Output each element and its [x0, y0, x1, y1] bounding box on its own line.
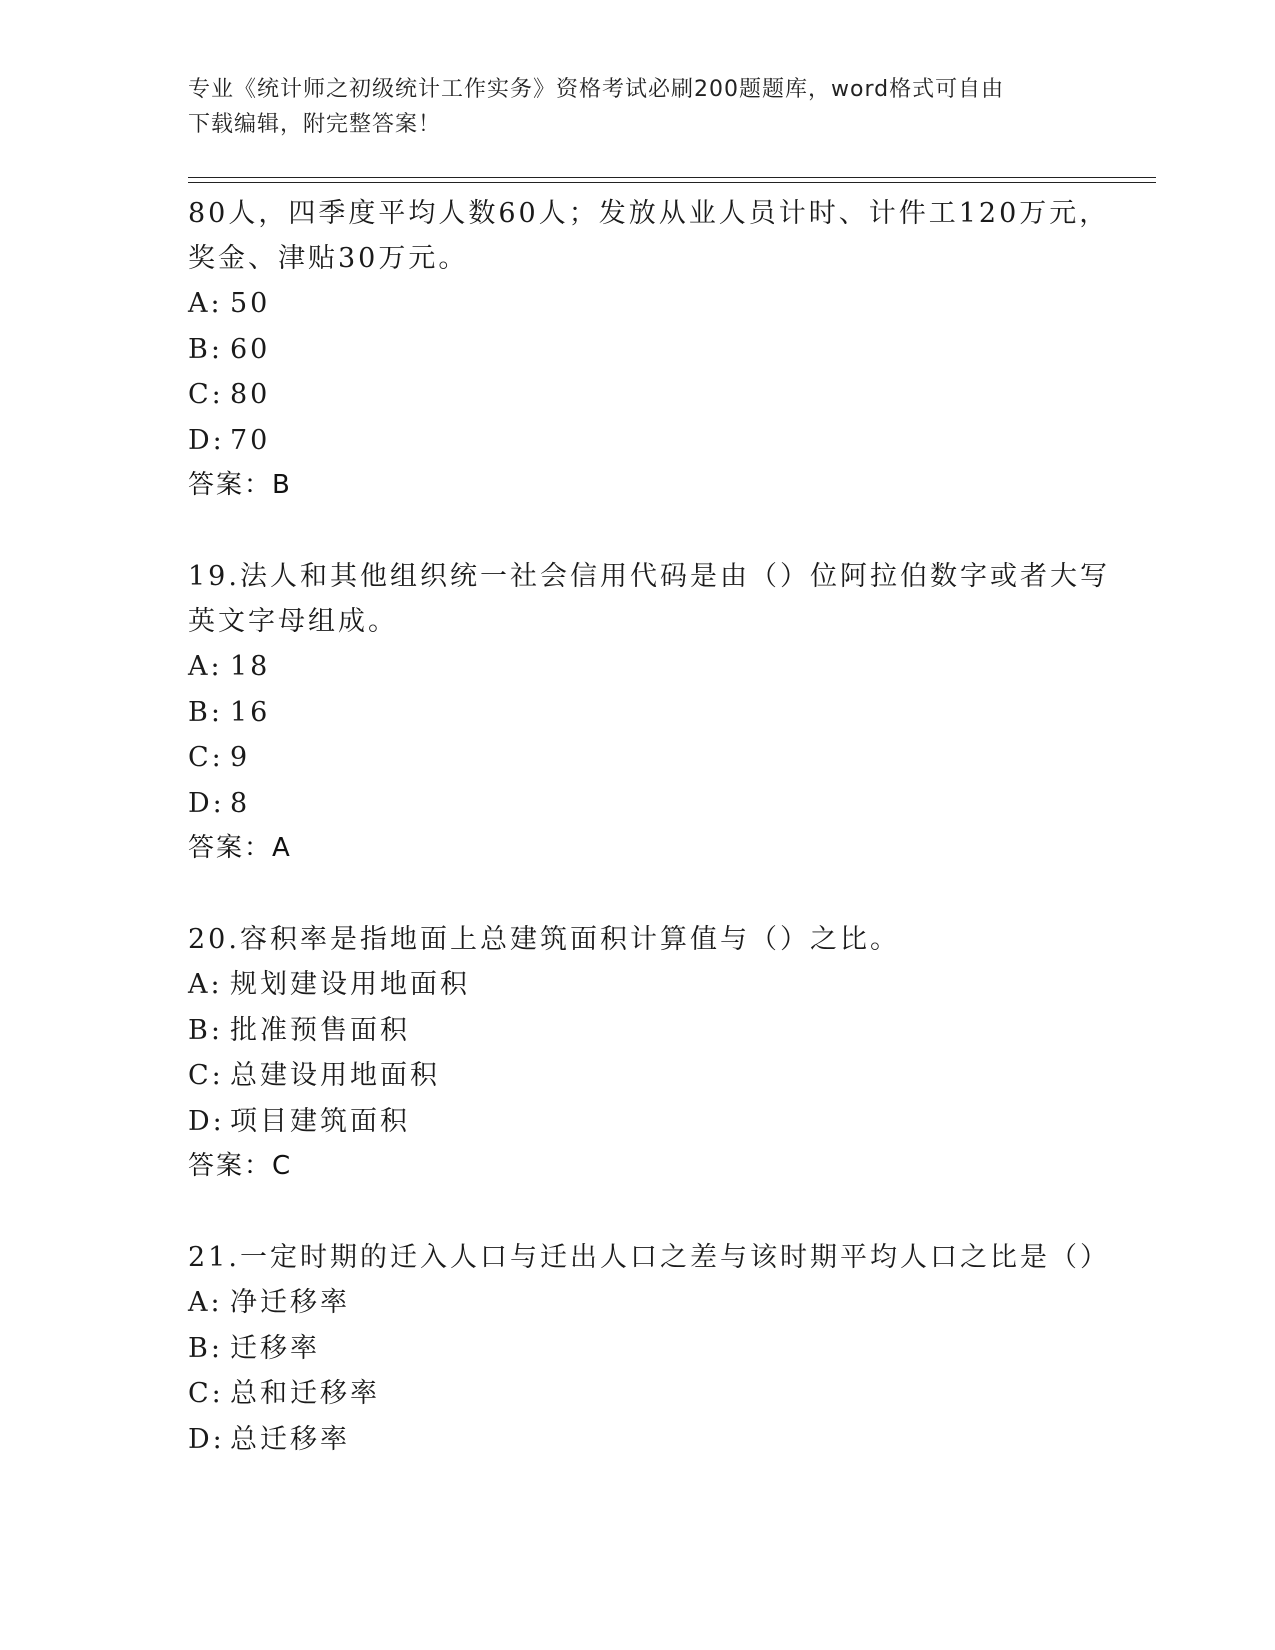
option-text: 净迁移率: [230, 1287, 350, 1318]
option-label: B:: [188, 1332, 223, 1364]
option-text: 总建设用地面积: [230, 1060, 440, 1091]
spacer: [188, 871, 1138, 917]
option-text: 50: [230, 288, 271, 319]
document-header: [188, 72, 1088, 142]
question-19-text-line-2: 英文字母组成。: [188, 606, 398, 637]
option-label: C:: [188, 1378, 224, 1409]
option-d: [188, 781, 1138, 827]
question-21-block: [188, 1235, 1138, 1462]
question-18-text-line-1: 80人，四季度平均人数60人；发放从业人员计时、计件工120万元，: [188, 198, 1110, 229]
question-list: [188, 191, 1138, 1462]
answer-text: 答案：B: [188, 470, 292, 500]
option-text: 18: [230, 651, 271, 682]
option-d: [188, 1417, 1138, 1463]
spacer: [188, 508, 1138, 554]
option-label: A:: [188, 651, 223, 682]
option-label: C:: [188, 379, 224, 410]
option-c: [188, 735, 1138, 781]
option-text: 总和迁移率: [230, 1378, 380, 1409]
header-line-1: 专业《统计师之初级统计工作实务》资格考试必刷200题题库，word格式可自由: [188, 77, 1005, 102]
question-21-text-line-1: 21.一定时期的迁入人口与迁出人口之差与该时期平均人口之比是（）: [188, 1242, 1110, 1273]
option-label: B:: [188, 333, 223, 365]
option-label: D:: [188, 787, 225, 819]
option-text: 迁移率: [230, 1332, 320, 1364]
answer-text: 答案：C: [188, 1151, 293, 1181]
option-label: D:: [188, 1105, 225, 1137]
option-a: [188, 1280, 1138, 1326]
option-c: [188, 1371, 1138, 1417]
option-c: [188, 1053, 1138, 1099]
option-b: [188, 690, 1138, 736]
header-rule-top: [188, 177, 1156, 178]
answer-text: 答案：A: [188, 833, 292, 863]
option-b: [188, 1326, 1138, 1372]
question-19-text-line-1: 19.法人和其他组织统一社会信用代码是由（）位阿拉伯数字或者大写: [188, 561, 1110, 592]
question-19-block: [188, 554, 1138, 871]
option-text: 80: [230, 379, 271, 410]
option-a: [188, 644, 1138, 690]
option-label: D:: [188, 1423, 225, 1455]
question-20-text-line-1: 20.容积率是指地面上总建筑面积计算值与（）之比。: [188, 924, 900, 955]
option-text: 8: [230, 787, 251, 819]
header-line-2: 下载编辑，附完整答案！: [188, 112, 442, 137]
option-b: [188, 1008, 1138, 1054]
option-c: [188, 372, 1138, 418]
option-d: [188, 1099, 1138, 1145]
option-text: 16: [230, 696, 271, 728]
option-text: 9: [230, 742, 251, 773]
question-18-block: [188, 191, 1138, 508]
header-rule-bottom: [188, 182, 1156, 183]
option-text: 项目建筑面积: [230, 1105, 410, 1137]
option-label: D:: [188, 424, 225, 456]
option-d: [188, 418, 1138, 464]
option-label: B:: [188, 1014, 223, 1046]
option-label: C:: [188, 1060, 224, 1091]
option-label: A:: [188, 288, 223, 319]
spacer: [188, 1189, 1138, 1235]
option-a: [188, 281, 1138, 327]
option-label: A:: [188, 1287, 223, 1318]
option-a: [188, 962, 1138, 1008]
option-label: A:: [188, 969, 223, 1000]
question-18-text-line-2: 奖金、津贴30万元。: [188, 243, 469, 274]
option-text: 70: [230, 424, 271, 456]
option-text: 批准预售面积: [230, 1014, 410, 1046]
option-text: 规划建设用地面积: [230, 969, 470, 1000]
option-b: [188, 327, 1138, 373]
question-20-block: [188, 917, 1138, 1189]
option-label: C:: [188, 742, 224, 773]
option-text: 总迁移率: [230, 1423, 350, 1455]
option-label: B:: [188, 696, 223, 728]
option-text: 60: [230, 333, 271, 365]
